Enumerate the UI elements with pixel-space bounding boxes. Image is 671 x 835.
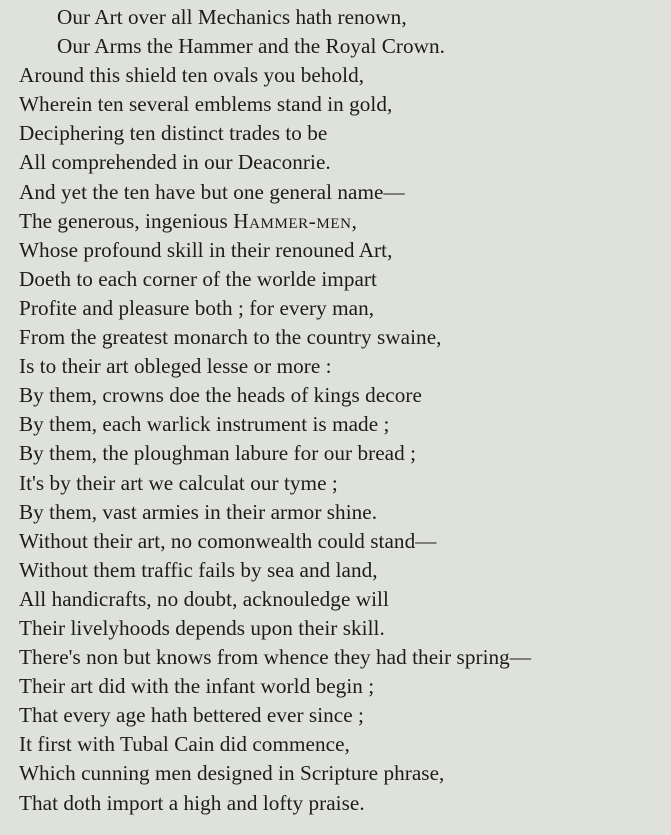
poem-line-19: Without their art, no comonwealth could stand— xyxy=(19,528,437,553)
poem-line-4: Wherein ten several emblems stand in gold, xyxy=(19,92,393,117)
poem-line-5: Deciphering ten distinct trades to be xyxy=(19,121,328,146)
poem-line-14: By them, crowns doe the heads of kings decore xyxy=(19,383,422,408)
poem-line-24: Their art did with the infant world begin ; xyxy=(19,674,375,699)
poem-line-2: Our Arms the Hammer and the Royal Crown. xyxy=(57,34,446,59)
poem-line-20: Without them traffic fails by sea and land, xyxy=(19,557,378,582)
poem-line-26: It first with Tubal Cain did commence, xyxy=(19,732,350,757)
poem-line-6: All comprehended in our Deaconrie. xyxy=(19,150,331,175)
poem-line-11: Profite and pleasure both ; for every man, xyxy=(19,295,375,320)
poem-line-22: Their livelyhoods depends upon their skill. xyxy=(19,615,385,640)
poem-line-23: There's non but knows from whence they had their spring— xyxy=(19,645,532,670)
poem-line-8-tail: , xyxy=(351,208,357,233)
poem-line-9: Whose profound skill in their renouned Art, xyxy=(19,237,393,262)
poem-line-8 xyxy=(0,207,671,236)
poem-line-25: That every age hath bettered ever since ; xyxy=(19,703,364,728)
poem-line-13: Is to their art obleged lesse or more : xyxy=(19,354,332,379)
hammermen-small-caps: Hammer-men xyxy=(233,208,352,233)
poem-line-18: By them, vast armies in their armor shine. xyxy=(19,499,378,524)
poem-line-28: That doth import a high and lofty praise. xyxy=(19,790,365,815)
poem-line-3: Around this shield ten ovals you behold, xyxy=(19,63,365,88)
poem-line-21: All handicrafts, no doubt, acknouledge will xyxy=(19,586,389,611)
poem-line-16: By them, the ploughman labure for our bread ; xyxy=(19,441,417,466)
poem-line-7: And yet the ten have but one general name— xyxy=(19,179,405,204)
poem-line-8-text: The generous, ingenious xyxy=(19,208,234,233)
poem-line-10: Doeth to each corner of the worlde impart xyxy=(19,266,377,291)
poem-line-12: From the greatest monarch to the country swaine, xyxy=(19,325,442,350)
poem-line-17: It's by their art we calculat our tyme ; xyxy=(19,470,338,495)
poem-line-1: Our Art over all Mechanics hath renown, xyxy=(57,5,407,29)
poem-line-27: Which cunning men designed in Scripture phrase, xyxy=(19,761,445,786)
poem-line-15: By them, each warlick instrument is made ; xyxy=(19,412,390,437)
poem-text xyxy=(0,3,671,818)
